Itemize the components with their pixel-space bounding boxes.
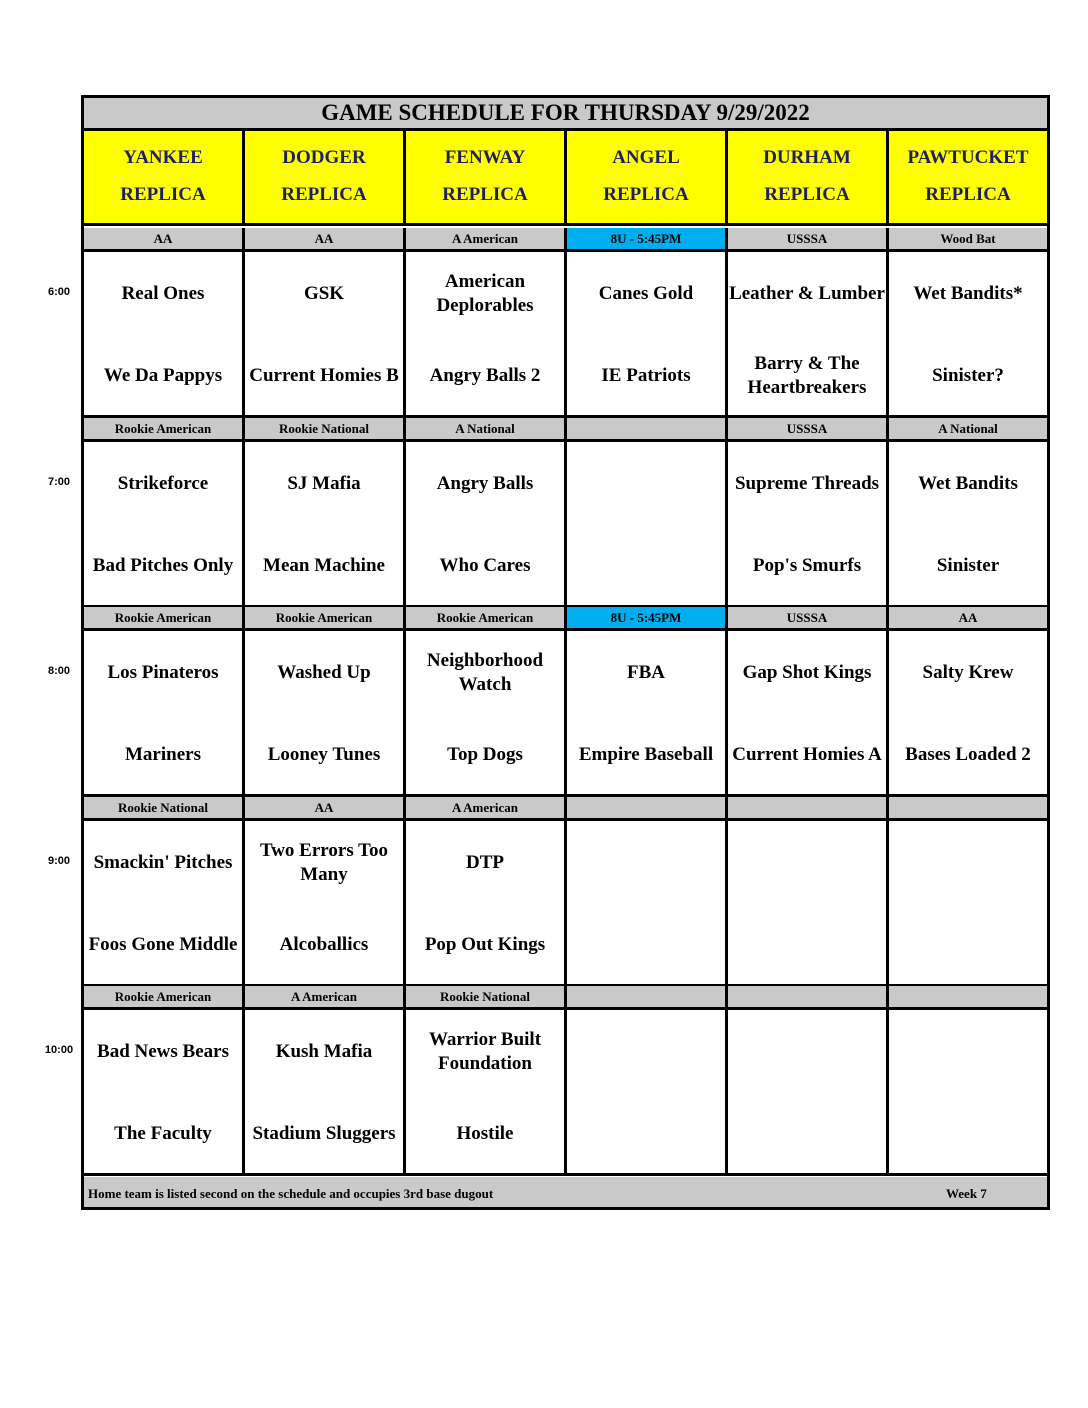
home-team: Pop Out Kings xyxy=(424,934,546,955)
home-team: Alcoballics xyxy=(279,934,369,955)
game-cell xyxy=(889,252,1047,418)
division-label: AA xyxy=(84,228,245,252)
game-cell xyxy=(728,631,889,797)
home-team: Current Homies B xyxy=(249,365,399,386)
home-team: IE Patriots xyxy=(601,365,691,386)
division-label xyxy=(567,797,728,821)
away-team: Los Pinateros xyxy=(107,662,219,683)
division-label: AA xyxy=(245,228,406,252)
home-team: Empire Baseball xyxy=(578,744,714,765)
away-team: Salty Krew xyxy=(922,662,1014,683)
away-team: Canes Gold xyxy=(598,283,694,304)
away-team: Real Ones xyxy=(121,283,205,304)
home-team: Hostile xyxy=(456,1123,514,1144)
game-cell xyxy=(84,252,245,418)
schedule-footer xyxy=(84,1177,1047,1207)
game-cell xyxy=(567,1010,728,1176)
field-header-angel xyxy=(567,131,728,226)
game-cell xyxy=(406,631,567,797)
division-label: Rookie American xyxy=(406,607,567,631)
division-label: USSSA xyxy=(728,418,889,442)
game-cell xyxy=(406,821,567,987)
game-cell xyxy=(84,631,245,797)
home-team: The Faculty xyxy=(114,1123,212,1144)
field-name: DURHAM xyxy=(763,147,851,168)
division-label: 8U - 5:45PM xyxy=(567,607,728,631)
away-team: Washed Up xyxy=(277,662,371,683)
division-label: A American xyxy=(245,986,406,1010)
game-cell xyxy=(245,1010,406,1176)
home-team: Top Dogs xyxy=(447,744,523,765)
away-team xyxy=(889,837,1047,889)
field-header-dodger xyxy=(245,131,406,226)
division-label xyxy=(567,418,728,442)
away-team: SJ Mafia xyxy=(287,473,361,494)
field-type: REPLICA xyxy=(925,184,1011,205)
game-cell xyxy=(406,1010,567,1176)
home-team: Mean Machine xyxy=(263,555,385,576)
game-cell xyxy=(889,821,1047,987)
division-label: A National xyxy=(406,418,567,442)
division-label: AA xyxy=(889,607,1047,631)
away-team: Kush Mafia xyxy=(275,1041,373,1062)
home-team: Mariners xyxy=(125,744,201,765)
away-team: FBA xyxy=(627,662,665,683)
field-name: DODGER xyxy=(282,147,366,168)
away-team: Wet Bandits xyxy=(918,473,1018,494)
away-team: Wet Bandits* xyxy=(913,283,1023,304)
division-label: Rookie American xyxy=(245,607,406,631)
home-team: Who Cares xyxy=(439,555,531,576)
division-label: Rookie American xyxy=(84,418,245,442)
time-label: 8:00 xyxy=(47,665,71,677)
home-team xyxy=(728,919,886,971)
division-label: A National xyxy=(889,418,1047,442)
away-team xyxy=(728,837,886,889)
away-team: American Deplorables xyxy=(436,271,534,316)
away-team: Warrior Built Foundation xyxy=(428,1029,542,1074)
time-label: 9:00 xyxy=(47,855,71,867)
field-type: REPLICA xyxy=(603,184,689,205)
home-team: Looney Tunes xyxy=(267,744,381,765)
away-team xyxy=(567,837,725,889)
game-cell xyxy=(245,442,406,608)
division-label: AA xyxy=(245,797,406,821)
division-label: USSSA xyxy=(728,228,889,252)
division-label: Rookie National xyxy=(406,986,567,1010)
home-team: Current Homies A xyxy=(732,744,882,765)
division-label: Rookie American xyxy=(84,986,245,1010)
home-team: Sinister xyxy=(936,555,1000,576)
schedule-table xyxy=(81,95,1050,1210)
division-label: A American xyxy=(406,797,567,821)
away-team xyxy=(567,1026,725,1078)
division-label: Rookie National xyxy=(84,797,245,821)
game-cell xyxy=(245,252,406,418)
away-team: GSK xyxy=(303,283,345,304)
away-team: Strikeforce xyxy=(117,473,209,494)
game-cell xyxy=(889,631,1047,797)
away-team: DTP xyxy=(466,852,504,873)
game-cell xyxy=(567,442,728,608)
home-team: Stadium Sluggers xyxy=(252,1123,396,1144)
field-type: REPLICA xyxy=(442,184,528,205)
game-cell xyxy=(728,442,889,608)
away-team xyxy=(567,458,725,510)
away-team: Supreme Threads xyxy=(734,473,880,494)
game-cell xyxy=(84,821,245,987)
field-type: REPLICA xyxy=(764,184,850,205)
week-label: Week 7 xyxy=(946,1186,987,1201)
division-label xyxy=(728,797,889,821)
division-label xyxy=(889,986,1047,1010)
home-team xyxy=(567,919,725,971)
game-cell xyxy=(406,252,567,418)
field-type: REPLICA xyxy=(120,184,206,205)
time-label: 6:00 xyxy=(47,286,71,298)
field-name: FENWAY xyxy=(444,147,526,168)
game-cell xyxy=(245,631,406,797)
home-team: Barry & The Heartbreakers xyxy=(747,353,867,398)
home-team: Foos Gone Middle xyxy=(88,934,238,955)
home-team: Pop's Smurfs xyxy=(752,555,862,576)
away-team: Neighborhood Watch xyxy=(426,650,544,695)
game-cell xyxy=(406,442,567,608)
time-label: 7:00 xyxy=(47,476,71,488)
field-header-pawtucket xyxy=(889,131,1047,226)
away-team xyxy=(728,1026,886,1078)
division-label: 8U - 5:45PM xyxy=(567,228,728,252)
division-label: A American xyxy=(406,228,567,252)
game-cell xyxy=(728,1010,889,1176)
home-team: Bad Pitches Only xyxy=(92,555,234,576)
away-team xyxy=(889,1026,1047,1078)
home-team xyxy=(567,1108,725,1160)
field-header-fenway xyxy=(406,131,567,226)
game-cell xyxy=(567,821,728,987)
home-team: Sinister? xyxy=(932,365,1004,386)
division-label: Wood Bat xyxy=(889,228,1047,252)
home-team xyxy=(889,1108,1047,1160)
home-team: Bases Loaded 2 xyxy=(905,744,1031,765)
game-cell xyxy=(245,821,406,987)
game-cell xyxy=(567,252,728,418)
away-team: Smackin' Pitches xyxy=(93,852,233,873)
field-header-yankee xyxy=(84,131,245,226)
home-team xyxy=(728,1108,886,1160)
division-label xyxy=(728,986,889,1010)
game-cell xyxy=(567,631,728,797)
field-type: REPLICA xyxy=(281,184,367,205)
division-label: Rookie National xyxy=(245,418,406,442)
field-name: PAWTUCKET xyxy=(907,147,1029,168)
away-team: Leather & Lumber xyxy=(729,283,885,304)
home-team: Angry Balls 2 xyxy=(429,365,541,386)
game-cell xyxy=(889,1010,1047,1176)
game-cell xyxy=(84,442,245,608)
home-team xyxy=(567,540,725,592)
game-cell xyxy=(889,442,1047,608)
away-team: Two Errors Too Many xyxy=(259,840,389,885)
schedule-title: GAME SCHEDULE FOR THURSDAY 9/29/2022 xyxy=(84,98,1047,131)
division-label xyxy=(889,797,1047,821)
field-name: ANGEL xyxy=(612,147,680,168)
away-team: Angry Balls xyxy=(436,473,534,494)
home-team xyxy=(889,919,1047,971)
game-cell xyxy=(84,1010,245,1176)
game-cell xyxy=(728,252,889,418)
field-name: YANKEE xyxy=(123,147,203,168)
division-label xyxy=(567,986,728,1010)
division-label: Rookie American xyxy=(84,607,245,631)
time-label: 10:00 xyxy=(44,1044,74,1056)
away-team: Gap Shot Kings xyxy=(742,662,872,683)
field-header-durham xyxy=(728,131,889,226)
home-team: We Da Pappys xyxy=(103,365,223,386)
division-label: USSSA xyxy=(728,607,889,631)
footer-note: Home team is listed second on the schedule and occupies 3rd base dugout xyxy=(88,1186,494,1201)
away-team: Bad News Bears xyxy=(97,1041,229,1062)
game-cell xyxy=(728,821,889,987)
